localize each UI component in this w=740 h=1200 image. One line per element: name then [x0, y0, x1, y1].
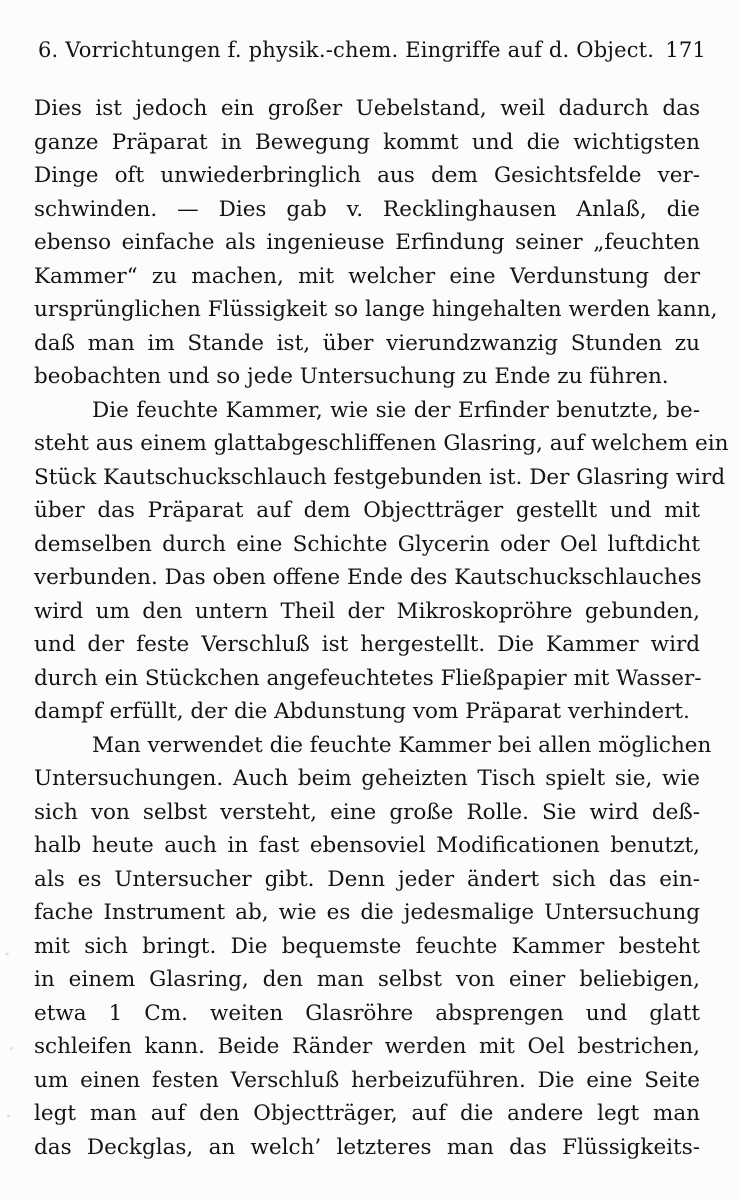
text-line: in einem Glasring, den man selbst von einer beliebigen,	[34, 967, 700, 992]
text-line: Dies ist jedoch ein großer Uebelstand, weil dadurch das	[34, 96, 700, 121]
text-line: Kammer“ zu machen, mit welcher eine Verdunstung der	[34, 263, 700, 289]
page-number: 171	[665, 38, 706, 62]
text-line: dampf erfüllt, der die Abdunstung vom Präparat verhindert.	[34, 699, 690, 724]
text-line: mit sich bringt. Die bequemste feuchte Kammer besteht	[34, 933, 700, 959]
text-line: steht aus einem glattabgeschliffenen Glasring, auf welchem ein	[34, 431, 729, 456]
text-line: Die feuchte Kammer, wie sie der Erfinder benutzte, be-	[92, 397, 700, 423]
running-head: 6. Vorrichtungen f. physik.-chem. Eingriffe auf d. Object.	[38, 38, 655, 62]
text-line: verbunden. Das oben offene Ende des Kautschuckschlauches	[34, 565, 702, 590]
text-line: Stück Kautschuckschlauch festgebunden ist. Der Glasring wird	[34, 464, 726, 490]
text-line: fache Instrument ab, wie es die jedesmalige Untersuchung	[34, 900, 700, 925]
text-line: über das Präparat auf dem Objectträger gestellt und mit	[34, 498, 700, 523]
paper-edge-specks	[3, 900, 17, 1170]
text-line: schwinden. — Dies gab v. Recklinghausen Anlaß, die	[34, 196, 700, 222]
text-line: ganze Präparat in Bewegung kommt und die wichtigsten	[34, 129, 700, 155]
text-line: legt man auf den Objectträger, auf die andere legt man	[34, 1101, 700, 1126]
text-line: demselben durch eine Schichte Glycerin oder Oel luftdicht	[34, 531, 700, 557]
text-line: und der feste Verschluß ist hergestellt. Die Kammer wird	[34, 632, 700, 657]
text-line: etwa 1 Cm. weiten Glasröhre absprengen und glatt	[34, 1000, 700, 1026]
text-line: als es Untersucher gibt. Denn jeder ändert sich das ein-	[34, 866, 700, 892]
text-line: halb heute auch in fast ebensoviel Modificationen benutzt,	[34, 833, 700, 858]
text-line: durch ein Stückchen angefeuchtetes Fließpapier mit Wasser-	[34, 665, 702, 691]
text-line: beobachten und so jede Untersuchung zu Ende zu führen.	[34, 364, 669, 389]
text-line: ebenso einfache als ingenieuse Erfindung seiner „feuchten	[34, 230, 700, 255]
text-line: Man verwendet die feuchte Kammer bei allen möglichen	[92, 732, 712, 758]
page-header	[38, 38, 706, 68]
text-line: schleifen kann. Beide Ränder werden mit Oel bestrichen,	[34, 1034, 700, 1059]
text-line: sich von selbst versteht, eine große Rolle. Sie wird deß-	[34, 799, 700, 825]
text-line: um einen festen Verschluß herbeizuführen. Die eine Seite	[34, 1067, 700, 1093]
text-line: das Deckglas, an welch’ letzteres man das Flüssigkeits-	[34, 1134, 700, 1160]
text-line: Dinge oft unwiederbringlich aus dem Gesichtsfelde ver-	[34, 163, 700, 188]
text-line: wird um den untern Theil der Mikroskopröhre gebunden,	[34, 598, 700, 624]
text-line: Untersuchungen. Auch beim geheizten Tisch spielt sie, wie	[34, 766, 700, 791]
body-text	[34, 92, 729, 1164]
text-line: ursprünglichen Flüssigkeit so lange hingehalten werden kann,	[34, 297, 718, 322]
text-line: daß man im Stande ist, über vierundzwanzig Stunden zu	[34, 330, 700, 356]
